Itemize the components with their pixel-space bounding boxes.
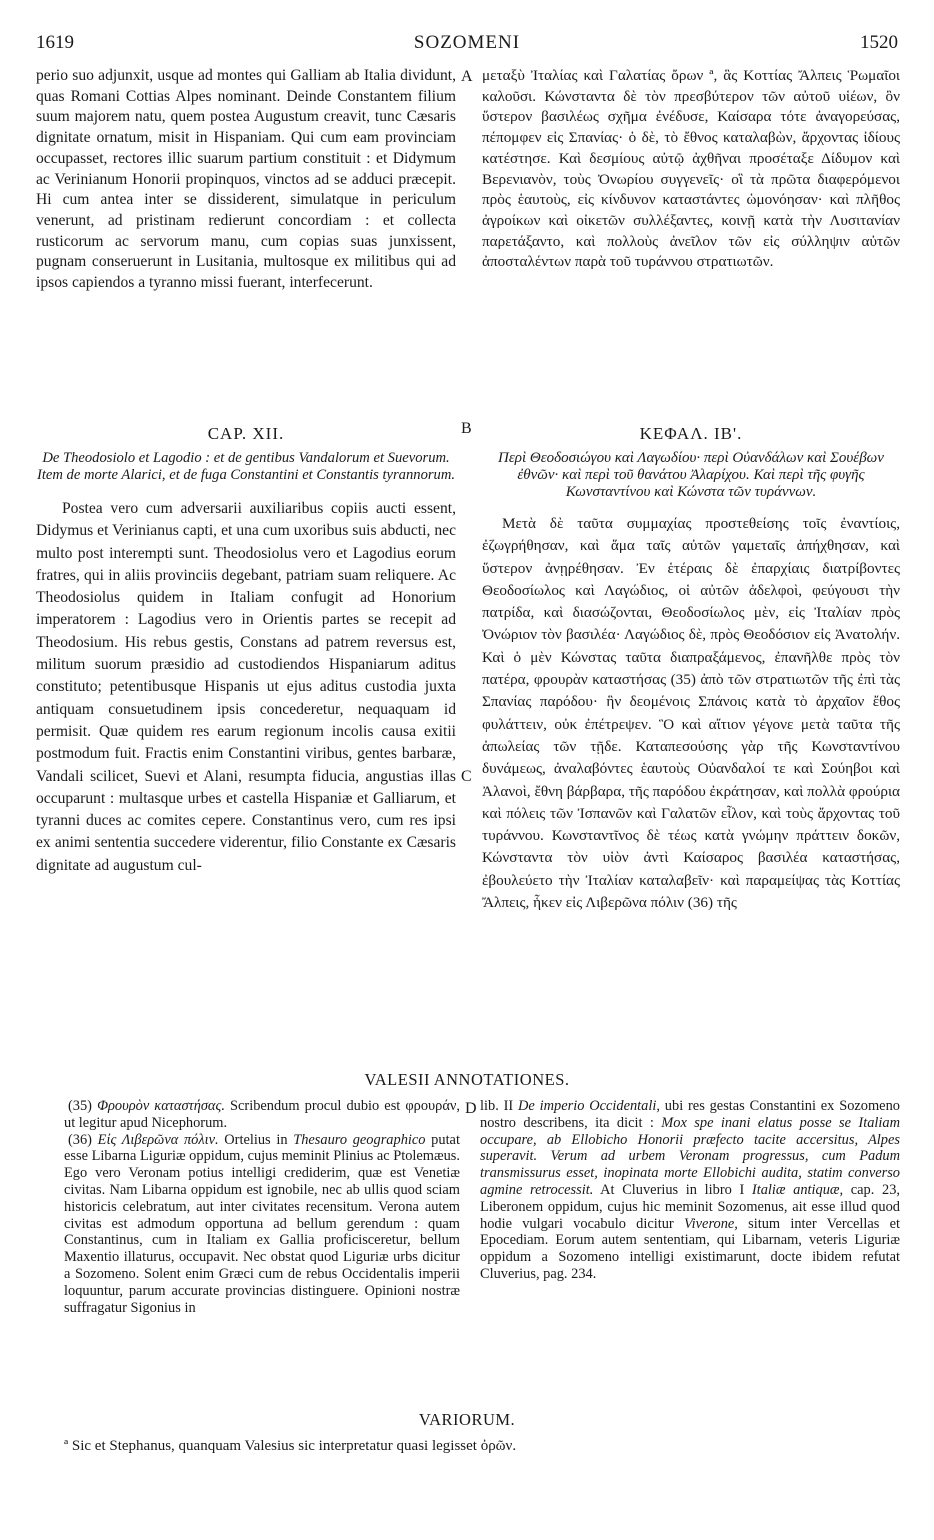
chapter-summary-latin: De Theodosiolo et Lagodio : et de gentibus Vandalorum et Suevorum. Item de morte Alarici, et de fuga Constantini et Constantis tyrannorum. (36, 450, 456, 483)
margin-letter-a: A (461, 68, 473, 85)
chapter-body-greek: Μετὰ δὲ ταῦτα συμμαχίας προστεθείσης τοῖς ἐναντίοις, ἐζωγρήθησαν, καὶ ἅμα ταῖς αὐτῶν γαμεταῖς ἀπήχθησαν, καὶ ὕστερον ἀνῃρέθησαν. Ἐν ἑτέραις δὲ ἐπαρχίαις διατρίβοντες Θεοδοσίωλος καὶ Λαγώδιος, οἱ αὐτῶν ἀδελφοὶ, φεύγουσι τὴν πατρίδα, καὶ διασώζονται, Θεοδοσίωλος μὲν, εἰς Ἰταλίαν πρὸς Ὀνώριον τὸν βασιλέα· Λαγώδιος δὲ, πρὸς Θεοδόσιον εἰς Ἀνατολήν. Καὶ ὁ μὲν Κώνστας ταῦτα διαπραξάμενος, ἐπανῆλθε πρὸς τὸν πατέρα, φρουρὰν καταστήσας (35) ἀπὸ τῶν στρατιωτῶν τῆς ἐπὶ τὰς Σπανίας παρόδου· ἣν δεομένοις Σπάνοις κατὰ τὸ ἀρχαῖον ἔθος φυλάττειν, οὐκ ἐπέτρεψεν. Ὃ καὶ αἴτιον γέγονε μετὰ ταῦτα τῆς ἀπωλείας τῶν τῇδε. Καταπεσούσης γὰρ τῆς Κωνσταντίνου δυνάμεως, ἀναλαβόντες ἑαυτοὺς Οὐανδαλοί τε καὶ Σούηβοι καὶ Ἀλανοὶ, ἔθνη βάρβαρα, τῆς παρόδου ἐκράτησαν, καὶ πολλὰ φρούρια καὶ πόλεις τῶν Ἰσπανῶν καὶ Γαλατῶν εἷλον, καὶ τοὺς ἄρχοντας τοῦ τυράννου. Κωνσταντῖνος δὲ τέως κατὰ γνώμην πράττειν δοκῶν, Κώνσταντα τὸν υἱὸν ἀντὶ Καίσαρος βασιλέα καταστήσας, ἐβουλεύετο τὴν Ἰταλίαν καταλαβεῖν· καὶ παραμείψας τὰς Κοττίας Ἄλπεις, ἧκεν εἰς Λιβερῶνα πόλιν (36) τῆς (482, 515, 900, 912)
column-number-left: 1619 (36, 32, 74, 53)
annotation-number: (36) (68, 1131, 92, 1148)
annotation-36 (64, 1132, 460, 1317)
annotation-quotation: Mox spe inani elatus posse se Italiam occupare, ab Ellobicho Honorii præfecto tacite accersitus, Alpes superavit. Verum ad urbem Veronam progressus, cum Padum transmissurus esset, inopinata morte Ellobichi audita, statim converso agmine retrocessit. (480, 1114, 900, 1198)
annotation-text: lib. II (480, 1098, 514, 1114)
greek-column-top (482, 66, 900, 273)
annotation-lemma: Εἰς Λιβερῶνα πόλιν. (97, 1131, 219, 1148)
annotation-text: cap. 23, Liberonem oppidum, cujus hic meminit Sozomenus, ait esse illud quod hodie vulgari vocabulo dicitur (480, 1181, 900, 1232)
annotation-lemma: Φρουρὸν καταστήσας. (97, 1098, 225, 1114)
annotations-left-column (64, 1098, 460, 1316)
running-title: SOZOMENI (413, 32, 521, 53)
annotation-text: ubi res gestas Constantini ex Sozomeno nostro describens, ita dicit : (480, 1098, 900, 1131)
annotations-right-column (480, 1098, 900, 1283)
annotation-book-title: Italiæ antiquæ, (751, 1181, 844, 1198)
annotation-text: Scribendum procul dubio est φρουράν, ut legitur apud Nicephorum. (64, 1098, 460, 1131)
annotation-text: situm inter Vercellas et Epocediam. Eorum autem sententiam, qui Libarnam, veteris Liguriæ oppidum a Sozomeno intelligi existimarunt, docte ibidem refutat Cluverius, pag. 234. (480, 1215, 901, 1282)
latin-column-top (36, 66, 456, 294)
chapter-title-latin: CAP. XII. (207, 424, 285, 443)
column-number-right: 1520 (860, 32, 898, 53)
latin-paragraph: perio suo adjunxit, usque ad montes qui Galliam ab Italia dividunt, quas Romani Cottias Alpes nominant. Deinde Constantem filium suum majorem natu, quem postea Augustum creavit, tunc Cæsaris dignitate ornatum, misit in Hispaniam. Qui cum eam provinciam occupasset, rectores illic suarum partium constituit : et Didymum ac Verinianum Honorii propinquos, vinctos ad se adduci præcepit. Hi cum antea inter se dissiderent, simulatque in periculum venerunt, ad pristinam redierunt concordiam : et collecta rusticorum ac servorum manu, cum copias suas junxissent, pugnam conseruerunt in Lusitania, multosque ex militibus qui ad ipsos capiendos a tyranno missi fuerant, interfecerunt. (36, 67, 456, 292)
latin-chapter (36, 424, 456, 877)
greek-chapter (482, 424, 900, 914)
variorum-note: ª Sic et Stephanus, quanquam Valesius sic interpretatur quasi legisset ὀρῶν. (64, 1438, 517, 1454)
margin-letter-b: B (461, 420, 472, 437)
annotation-book-title: Thesauro geographico (293, 1131, 426, 1148)
running-header (36, 32, 898, 58)
margin-letter-d: D (465, 1100, 477, 1117)
annotation-continuation (480, 1098, 900, 1283)
variorum-heading: VARIORUM. (418, 1410, 516, 1429)
chapter-body-latin: Postea vero cum adversarii auxiliaribus copiis aucti essent, Didymus et Verinianus capti, et una cum uxoribus suis abducti, nec multo post interempti sunt. Theodosiolus vero et Lagodius eorum fratres, qui in aliis provinciis degebant, patriam suam reliquere. Ac Theodosiolus quidem in Italiam confugit ad Honorium imperatorem : Lagodius vero in Orientis partes se recepit ad Theodosium. His rebus gestis, Constans ad patrem reversus est, militum suorum præsidio ad custodiendos Hispaniarum aditus constituto; petentibusque Hispanis ut ejus aditus custodia juxta antiquam consuetudinem ipsis concederetur, nequaquam id permisit. Quæ quidem res earum regionum incolis causa exitii postmodum fuit. Fractis enim Constantini viribus, gentes barbaræ, Vandali scilicet, Suevi et Alani, resumpta fiducia, angustias illas occuparunt : multasque urbes et castella Hispaniæ et Galliarum, et tyranni duces ac comites cepere. Constantinus vero, cum res ipsi ex animi sententia succedere viderentur, filio Constante ex Cæsaris dignitate ad augustum cul- (36, 500, 456, 874)
annotations-heading: VALESII ANNOTATIONES. (364, 1070, 570, 1089)
greek-paragraph: μεταξὺ Ἰταλίας καὶ Γαλατίας ὄρων ª, ἃς Κοττίας Ἄλπεις Ῥωμαῖοι καλοῦσι. Κώνσταντα δὲ τὸν πρεσβύτερον τῶν αὐτοῦ υἱέων, ὃν ὕστερον βασιλέως σχῆμα ἐνέδυσε, Καίσαρα τότε ἀναγορεύσας, πέπομφεν εἰς Σπανίας· ὁ δὲ, τὸ ἔθνος καταλαβὼν, ἄρχοντας ἰδίους κατέστησε. Καὶ δεσμίους αὐτῷ ἀχθῆναι προσέταξε Δίδυμον καὶ Βερενιανὸν, τοὺς Ὀνωρίου συγγενεῖς· οἳ τὰ πρῶτα διαφερόμενοι πρὸς ἑαυτοὺς, εἰς κίνδυνον καταστάντες ὡμονόησαν· καὶ πλῆθος ἀγροίκων καὶ οἰκετῶν συλλέξαντες, κοινῇ κατὰ τὴν Λυσιτανίαν παρετάξαντο, καὶ πολλοὺς ἀνεῖλον τῶν εἰς σύλληψιν αὐτῶν ἀποσταλέντων παρὰ τοῦ τυράννου στρατιωτῶν. (482, 67, 900, 271)
annotation-place-name: Viverone, (683, 1215, 738, 1232)
annotation-text: At Cluverius in libro I (600, 1181, 745, 1198)
annotation-text: putat esse Libarna Liguriæ oppidum, cujus meminit Plinius ac Ptolemæus. Ego vero Veronam potius intelligi crediderim, quæ est Venetiæ civitas. Nam Libarna oppidum est ignobile, nec ab ullis quod sciam historicis celebratum, aut inter civitates recensitum. Verona autem civitas est admodum opportuna ad bellum gerendum : quam Constantinus, cum in Italiam ex Gallia proficisceretur, bellum Maxentio illaturus, occupavit. Nec obstat quod Liguriæ urbs dicitur a Sozomeno. Solent enim Græci cum de rebus Occidentalis imperii loquuntur, parum accurate provincias distinguere. Opinioni nostræ suffragatur Sigonius in (64, 1131, 460, 1316)
chapter-summary-greek: Περὶ Θεοδοσιώγου καὶ Λαγωδίου· περὶ Οὐανδάλων καὶ Σουέβων ἐθνῶν· καὶ περὶ τοῦ θανάτου Ἀλαρίχου. Καὶ περὶ τῆς φυγῆς Κωνσταντίνου καὶ Κώνστα τῶν τυράννων. (498, 450, 884, 500)
margin-letter-c: C (461, 768, 472, 785)
annotation-text: Ortelius in (224, 1131, 288, 1148)
annotation-book-title: De imperio Occidentali, (518, 1098, 660, 1114)
chapter-title-greek: ΚΕΦΑΛ. ΙΒ'. (639, 424, 743, 443)
annotation-35 (64, 1098, 460, 1132)
annotation-number: (35) (68, 1098, 92, 1114)
